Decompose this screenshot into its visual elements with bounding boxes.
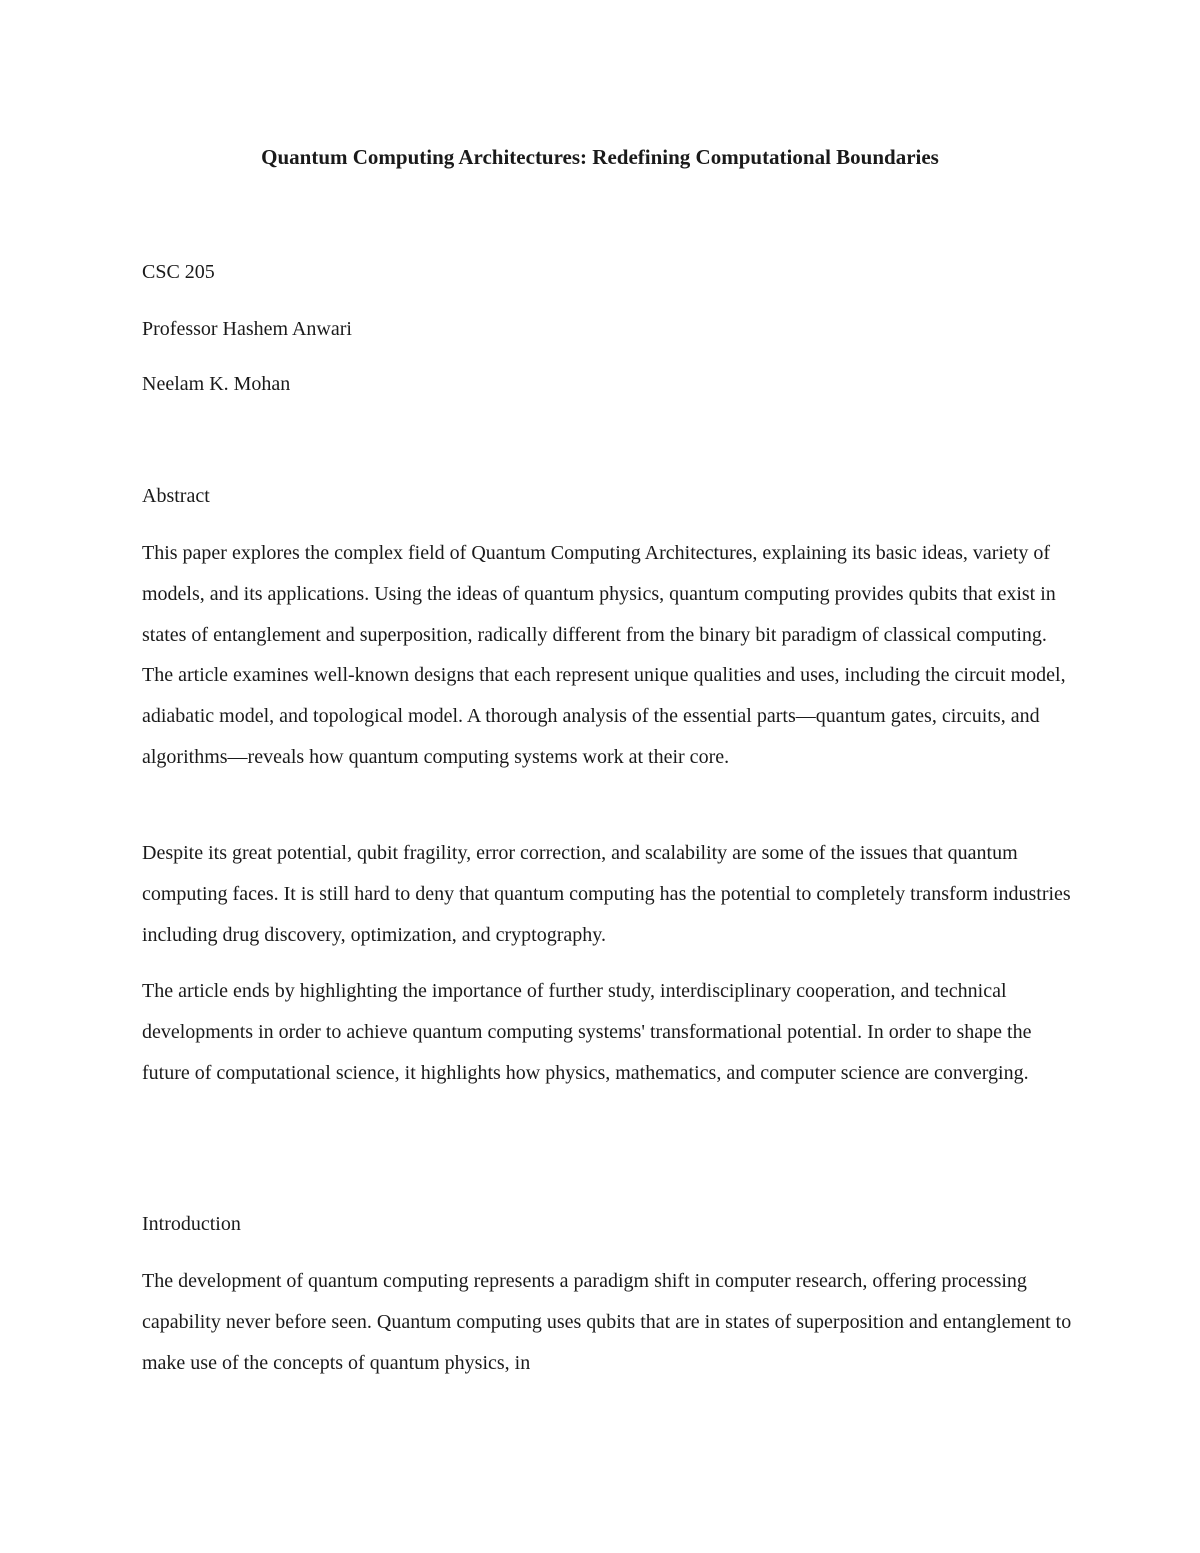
course-code: CSC 205 xyxy=(142,261,215,283)
professor-name: Professor Hashem Anwari xyxy=(142,318,352,340)
abstract-heading: Abstract xyxy=(142,485,210,507)
introduction-heading: Introduction xyxy=(142,1213,241,1235)
author-name: Neelam K. Mohan xyxy=(142,373,291,395)
paper-title: Quantum Computing Architectures: Redefining Computational Boundaries xyxy=(261,145,939,169)
abstract-paragraph-2: Despite its great potential, qubit fragility, error correction, and scalability are some of the issues that quantum computing faces. It is still hard to deny that quantum computing has the potential to completely transform industries including drug discovery, optimization, and cryptography. xyxy=(142,842,1071,946)
abstract-paragraph-1: This paper explores the complex field of Quantum Computing Architectures, explaining its basic ideas, variety of models, and its applications. Using the ideas of quantum physics, quantum computing provides qubits that exist in states of entanglement and superposition, radically different from the binary bit paradigm of classical computing. The article examines well-known designs that each represent unique qualities and uses, including the circuit model, adiabatic model, and topological model. A thorough analysis of the essential parts—quantum gates, circuits, and algorithms—reveals how quantum computing systems work at their core. xyxy=(142,542,1066,768)
introduction-paragraph-1: The development of quantum computing represents a paradigm shift in computer research, offering processing capability never before seen. Quantum computing uses qubits that are in states of superposition and entanglement to make use of the concepts of quantum physics, in xyxy=(142,1270,1072,1374)
abstract-paragraph-3: The article ends by highlighting the importance of further study, interdisciplinary cooperation, and technical developments in order to achieve quantum computing systems' transformational potential. In order to shape the future of computational science, it highlights how physics, mathematics, and computer science are converging. xyxy=(142,980,1032,1084)
